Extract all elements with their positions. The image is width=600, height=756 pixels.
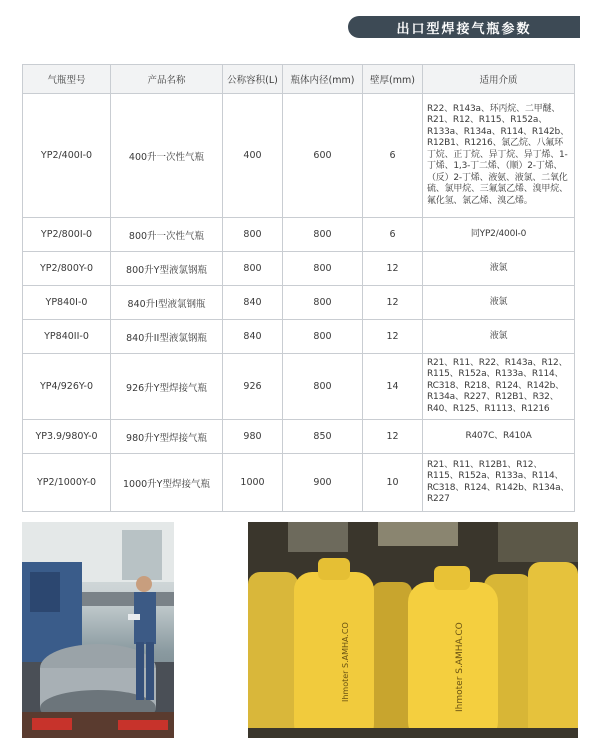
cell-product-name: 926升Y型焊接气瓶 (111, 354, 223, 420)
cell-media: R407C、R410A (423, 420, 575, 454)
page-title: 出口型焊接气瓶参数 (348, 16, 580, 38)
cell-volume: 800 (223, 252, 283, 286)
cell-wall-thickness: 12 (363, 286, 423, 320)
cell-wall-thickness: 10 (363, 454, 423, 512)
header-diameter: 瓶体内径(mm) (283, 65, 363, 94)
cell-diameter: 900 (283, 454, 363, 512)
cell-media: R22、R143a、环丙烷、二甲醚、R21、R12、R115、R152a、R133a、R134a、R114、R142b、R12B1、R1216、氯乙烷、八氟环丁烷、正丁烷、异丁烷、异丁烯、1-丁烯、1,3-丁二烯、（顺）2-丁烯、（反）2-丁烯、液氨、液氯、二氧化硫、氯甲烷、三氟氯乙烯、溴甲烷、氟化氢、氯乙烯、溴乙烯。 (423, 94, 575, 218)
cell-product-name: 400升一次性气瓶 (111, 94, 223, 218)
cell-wall-thickness: 12 (363, 320, 423, 354)
cell-volume: 840 (223, 320, 283, 354)
cell-product-name: 800升Y型液氯钢瓶 (111, 252, 223, 286)
cell-wall-thickness: 12 (363, 252, 423, 286)
cell-wall-thickness: 12 (363, 420, 423, 454)
cell-product-name: 840升I型液氯钢瓶 (111, 286, 223, 320)
cell-model: YP2/800I-0 (23, 218, 111, 252)
cylinder-label: Ihmoter S.AMHA.CO (455, 622, 465, 712)
cell-model: YP2/400I-0 (23, 94, 111, 218)
table-row (23, 252, 575, 286)
cell-diameter: 800 (283, 218, 363, 252)
header-volume: 公称容积(L) (223, 65, 283, 94)
cylinders-scene-graphic (248, 522, 578, 738)
header-product-name: 产品名称 (111, 65, 223, 94)
cell-diameter: 800 (283, 286, 363, 320)
table-row (23, 454, 575, 512)
header-model: 气瓶型号 (23, 65, 111, 94)
table-row (23, 420, 575, 454)
table-row (23, 354, 575, 420)
gas-cylinders-photo (248, 522, 578, 738)
cell-product-name: 980升Y型焊接气瓶 (111, 420, 223, 454)
welding-scene-graphic (22, 522, 174, 738)
cell-diameter: 800 (283, 252, 363, 286)
cell-model: YP840I-0 (23, 286, 111, 320)
table-row (23, 218, 575, 252)
cell-volume: 800 (223, 218, 283, 252)
cell-diameter: 800 (283, 320, 363, 354)
table-row (23, 320, 575, 354)
cell-volume: 840 (223, 286, 283, 320)
cell-model: YP3.9/980Y-0 (23, 420, 111, 454)
cell-media: 液氯 (423, 252, 575, 286)
header-media: 适用介质 (423, 65, 575, 94)
cell-product-name: 840升II型液氯钢瓶 (111, 320, 223, 354)
cell-product-name: 800升一次性气瓶 (111, 218, 223, 252)
header-wall-thickness: 壁厚(mm) (363, 65, 423, 94)
cell-model: YP2/800Y-0 (23, 252, 111, 286)
cell-volume: 1000 (223, 454, 283, 512)
cell-diameter: 600 (283, 94, 363, 218)
cell-volume: 980 (223, 420, 283, 454)
cell-diameter: 800 (283, 354, 363, 420)
cell-media: 液氯 (423, 286, 575, 320)
cell-product-name: 1000升Y型焊接气瓶 (111, 454, 223, 512)
welding-workshop-photo (22, 522, 174, 738)
spec-table (22, 64, 575, 512)
cell-wall-thickness: 6 (363, 218, 423, 252)
cell-diameter: 850 (283, 420, 363, 454)
cell-model: YP840II-0 (23, 320, 111, 354)
cell-media: 液氯 (423, 320, 575, 354)
table-row (23, 94, 575, 218)
cell-wall-thickness: 14 (363, 354, 423, 420)
cell-model: YP4/926Y-0 (23, 354, 111, 420)
cell-media: R21、R11、R22、R143a、R12、R115、R152a、R133a、R114、RC318、R218、R124、R142b、R134a、R227、R12B1、R32、R40、R125、R1113、R1216 (423, 354, 575, 420)
cell-volume: 926 (223, 354, 283, 420)
table-row (23, 286, 575, 320)
cell-volume: 400 (223, 94, 283, 218)
cylinder-label: Ihmoter S.AMHA.CO (341, 622, 350, 702)
table-header-row (23, 65, 575, 94)
cell-media: R21、R11、R12B1、R12、R115、R152a、R133a、R114、RC318、R124、R142b、R134a、R227 (423, 454, 575, 512)
cell-wall-thickness: 6 (363, 94, 423, 218)
cell-media: 同YP2/400I-0 (423, 218, 575, 252)
cell-model: YP2/1000Y-0 (23, 454, 111, 512)
